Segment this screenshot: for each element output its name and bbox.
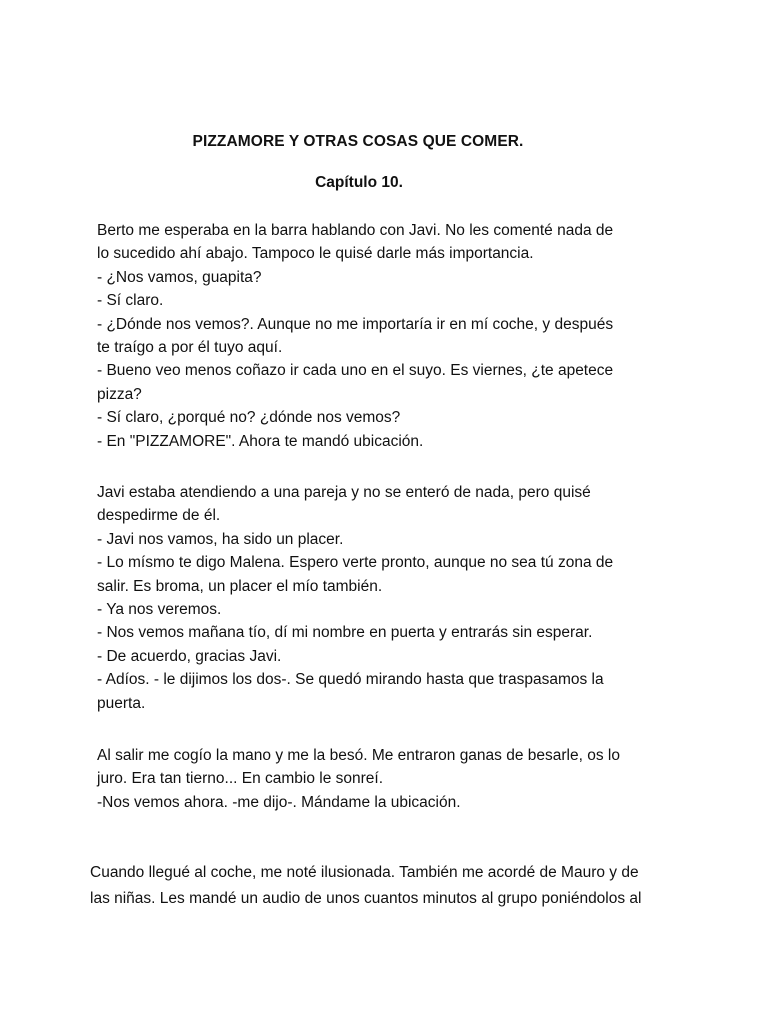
text-line: Berto me esperaba en la barra hablando con Javi. No les comenté nada de (97, 222, 614, 239)
paragraph-block-2 (97, 481, 677, 715)
text-line: Cuando llegué al coche, me noté ilusionada. También me acordé de Mauro y de (90, 864, 639, 881)
text-line: despedirme de él. (97, 507, 221, 525)
text-line: - En "PIZZAMORE". Ahora te mandó ubicación. (97, 432, 424, 450)
text-line: - Javi nos vamos, ha sido un placer. (97, 530, 344, 548)
text-line: -Nos vemos ahora. -me dijo-. Mándame la ubicación. (97, 793, 461, 811)
text-line: - Adíos. - le dijimos los dos-. Se quedó mirando hasta que traspasamos la (97, 671, 604, 689)
text-line: Al salir me cogío la mano y me la besó. Me entraron ganas de besarle, os lo (97, 747, 620, 764)
text-line: - ¿Dónde nos vemos?. Aunque no me importaría ir en mí coche, y después (97, 315, 614, 333)
chapter-heading: Capítulo 10. (315, 174, 403, 191)
text-line: puerta. (97, 694, 146, 712)
text-line: - Bueno veo menos coñazo ir cada uno en el suyo. Es viernes, ¿te apetece (97, 362, 614, 380)
text-line: - Sí claro, ¿porqué no? ¿dónde nos vemos? (97, 409, 401, 427)
document-title: PIZZAMORE Y OTRAS COSAS QUE COMER. (192, 133, 524, 150)
paragraph-block-1 (97, 219, 677, 453)
text-line: - Ya nos veremos. (97, 601, 222, 619)
text-line: las niñas. Les mandé un audio de unos cuantos minutos al grupo poniéndolos al (90, 889, 642, 907)
text-line: pizza? (97, 385, 142, 403)
text-line: - Lo mísmo te digo Malena. Espero verte pronto, aunque no sea tú zona de (97, 554, 614, 572)
text-line: juro. Era tan tierno... En cambio le sonreí. (97, 770, 384, 788)
paragraph-block-4 (90, 860, 690, 911)
text-line: - Nos vemos mañana tío, dí mi nombre en puerta y entrarás sin esperar. (97, 624, 593, 642)
text-line: - Sí claro. (97, 292, 164, 310)
text-line: - ¿Nos vamos, guapita? (97, 268, 262, 286)
text-line: Javi estaba atendiendo a una pareja y no se enteró de nada, pero quisé (97, 484, 591, 501)
text-line: - De acuerdo, gracias Javi. (97, 647, 282, 665)
paragraph-block-3 (97, 744, 677, 814)
text-line: salir. Es broma, un placer el mío también. (97, 577, 383, 595)
text-line: te traígo a por él tuyo aquí. (97, 339, 283, 357)
text-line: lo sucedido ahí abajo. Tampoco le quisé darle más importancia. (97, 245, 534, 263)
